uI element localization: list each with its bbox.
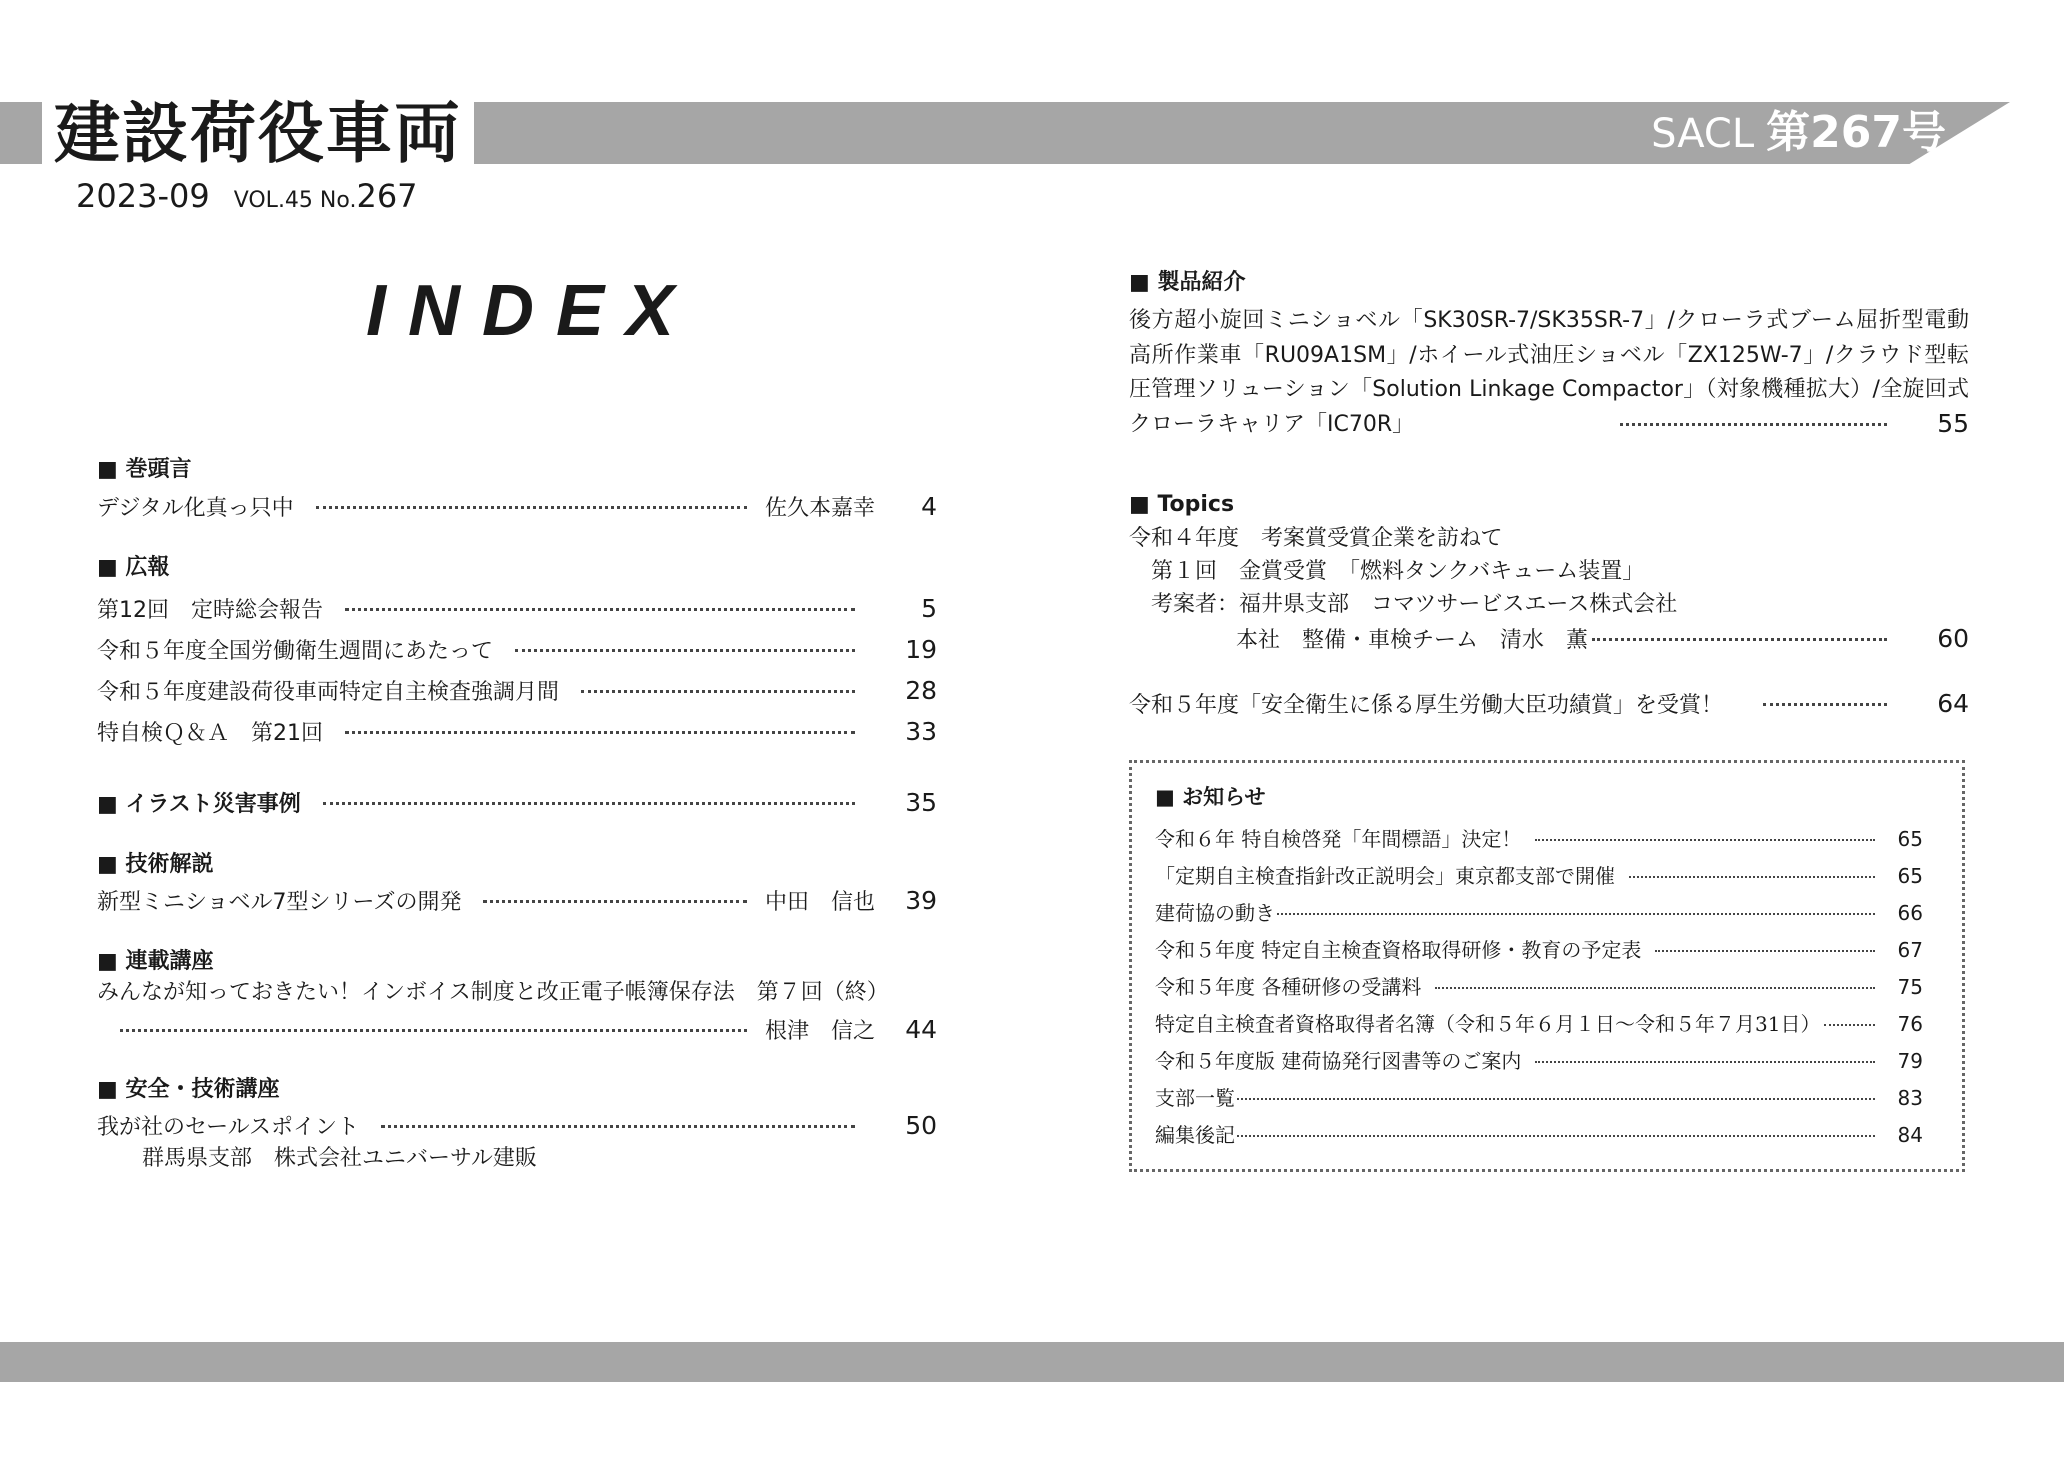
entry-author: 佐久本嘉幸 <box>764 496 875 521</box>
entry-title: 令和５年度建設荷役車両特定自主検査強調月間 <box>97 680 560 705</box>
leader-dots <box>345 608 855 611</box>
notice-title: 編集後記 <box>1155 1123 1235 1147</box>
notice-title: 支部一覧 <box>1155 1086 1235 1110</box>
notice-page: 75 <box>1897 975 1923 999</box>
notice-item[interactable] <box>1155 824 1923 854</box>
date-text: 2023-09 <box>76 177 210 215</box>
leader-dots <box>1592 638 1887 641</box>
entry-page: 44 <box>905 1015 937 1044</box>
toc-entry[interactable] <box>97 884 937 920</box>
leader-dots <box>1237 1135 1875 1137</box>
notice-page: 83 <box>1897 1086 1923 1110</box>
notice-title: 令和５年度 各種研修の受講料 <box>1155 975 1422 999</box>
notice-page: 66 <box>1897 901 1923 925</box>
topics-line: 第１回 金賞受賞 「燃料タンクバキューム装置」 <box>1151 559 1645 584</box>
topics-line: 令和４年度 考案賞受賞企業を訪ねて <box>1129 526 1503 551</box>
notice-item[interactable] <box>1155 861 1923 891</box>
entry-title: 我が社のセールスポイント <box>97 1115 360 1140</box>
toc-entry-illustration[interactable] <box>97 786 937 822</box>
leader-dots <box>581 690 855 693</box>
section-heading-notices: ■ お知らせ <box>1155 785 1266 809</box>
entry-title: 新型ミニショベル7型シリーズの開発 <box>97 890 462 915</box>
entry-subtitle: 群馬県支部 株式会社ユニバーサル建販 <box>142 1146 537 1171</box>
volume-label: VOL.45 No. <box>233 188 357 213</box>
products-text[interactable]: 後方超小旋回ミニショベル「SK30SR-7/SK35SR-7」/クローラ式ブーム屈折型電動高所作業車「RU09A1SM」/ホイール式油圧ショベル「ZX125W-7」/クラウド型転圧管理ソリューション「Solution Linkage Compactor」（対象機種拡大）/全旋回式クローラキャリア「IC70R」 <box>1129 308 1969 437</box>
entry-title: 令和５年度「安全衛生に係る厚生労働大臣功績賞」を受賞！ <box>1129 693 1724 718</box>
toc-entry[interactable] <box>97 490 937 526</box>
entry-title: 令和５年度全国労働衛生週間にあたって <box>97 639 494 664</box>
leader-dots <box>316 506 747 509</box>
issue-number: 第267号 <box>1766 107 1946 158</box>
entry-page: 60 <box>1937 624 1969 653</box>
section-heading-topics: ■ Topics <box>1129 492 1235 517</box>
volume-number: 267 <box>356 177 418 215</box>
leader-dots <box>1237 1098 1875 1100</box>
toc-entry[interactable] <box>1129 687 1969 723</box>
entry-page: 35 <box>905 788 937 817</box>
entry-author: 中田 信也 <box>764 890 875 915</box>
notice-title: 令和６年 特自検啓発「年間標語」決定！ <box>1155 827 1522 851</box>
toc-entry[interactable] <box>97 1109 937 1145</box>
issue-date <box>76 176 418 221</box>
leader-dots <box>1535 839 1875 841</box>
leader-dots <box>381 1125 855 1128</box>
notice-item[interactable] <box>1155 972 1923 1002</box>
leader-dots <box>323 802 855 805</box>
leader-dots <box>1535 1061 1875 1063</box>
entry-title: 本社 整備・車検チーム 清水 薫 <box>1236 628 1589 653</box>
entry-page: 19 <box>905 635 937 664</box>
notice-title: 「定期自主検査指針改正説明会」東京都支部で開催 <box>1155 864 1615 888</box>
notice-page: 84 <box>1897 1123 1923 1147</box>
entry-page: 50 <box>905 1111 937 1140</box>
publisher-label: SACL <box>1651 111 1755 157</box>
notice-item[interactable] <box>1155 1009 1923 1039</box>
section-heading-technical: ■ 技術解説 <box>97 852 214 877</box>
notice-page: 65 <box>1897 864 1923 888</box>
entry-page: 33 <box>905 717 937 746</box>
leader-dots <box>120 1029 747 1032</box>
entry-page: 39 <box>905 886 937 915</box>
magazine-title: 建設荷役車両 <box>42 96 474 172</box>
notice-page: 67 <box>1897 938 1923 962</box>
leader-dots <box>483 900 747 903</box>
leader-dots <box>345 731 855 734</box>
notice-page: 76 <box>1897 1012 1923 1036</box>
entry-page: 55 <box>1937 409 1969 438</box>
notice-title: 令和５年度 特定自主検査資格取得研修・教育の予定表 <box>1155 938 1642 962</box>
entry-title: 特自検Ｑ＆Ａ 第21回 <box>97 721 323 746</box>
entry-author: 根津 信之 <box>764 1019 875 1044</box>
notice-page: 65 <box>1897 827 1923 851</box>
notice-item[interactable] <box>1155 1120 1923 1150</box>
notice-title: 特定自主検査者資格取得者名簿（令和５年６月１日～令和５年７月31日） <box>1155 1012 1821 1036</box>
entry-page: 28 <box>905 676 937 705</box>
leader-dots <box>1763 703 1887 706</box>
section-heading-pr: ■ 広報 <box>97 555 170 580</box>
entry-title[interactable]: みんなが知っておきたい！インボイス制度と改正電子帳簿保存法 第７回（終） <box>97 980 889 1005</box>
toc-entry[interactable] <box>120 1013 937 1049</box>
notice-page: 79 <box>1897 1049 1923 1073</box>
entry-page: 64 <box>1937 689 1969 718</box>
toc-entry[interactable] <box>97 633 937 669</box>
toc-entry[interactable] <box>97 592 937 628</box>
index-title: INDEX <box>366 271 697 351</box>
toc-entry[interactable] <box>97 715 937 751</box>
leader-dots <box>1435 987 1875 989</box>
leader-dots <box>1620 423 1887 426</box>
notice-title: 建荷協の動き <box>1155 901 1275 925</box>
section-heading-preface: ■ 巻頭言 <box>97 457 192 482</box>
section-heading-illustration: ■ イラスト災害事例 <box>97 792 301 817</box>
footer-bar <box>0 1342 2064 1382</box>
notice-item[interactable] <box>1155 1083 1923 1113</box>
section-heading-safety: ■ 安全・技術講座 <box>97 1077 280 1102</box>
section-heading-series: ■ 連載講座 <box>97 949 214 974</box>
entry-title: 第12回 定時総会報告 <box>97 598 323 623</box>
notice-item[interactable] <box>1155 935 1923 965</box>
leader-dots <box>1824 1024 1875 1026</box>
leader-dots <box>515 649 855 652</box>
leader-dots <box>1655 950 1875 952</box>
leader-dots <box>1277 913 1875 915</box>
notice-title: 令和５年度版 建荷協発行図書等のご案内 <box>1155 1049 1522 1073</box>
issue-label <box>1651 108 1946 159</box>
topics-line: 考案者：福井県支部 コマツサービスエース株式会社 <box>1151 592 1678 617</box>
entry-page: 4 <box>921 492 937 521</box>
notice-item[interactable] <box>1155 1046 1923 1076</box>
toc-entry[interactable] <box>97 674 937 710</box>
toc-entry[interactable] <box>1236 622 1969 658</box>
entry-page: 5 <box>921 594 937 623</box>
products-leader <box>1600 407 1969 441</box>
entry-title: デジタル化真っ只中 <box>97 496 294 521</box>
leader-dots <box>1629 876 1875 878</box>
notice-item[interactable] <box>1155 898 1923 928</box>
section-heading-products: ■ 製品紹介 <box>1129 270 1246 295</box>
